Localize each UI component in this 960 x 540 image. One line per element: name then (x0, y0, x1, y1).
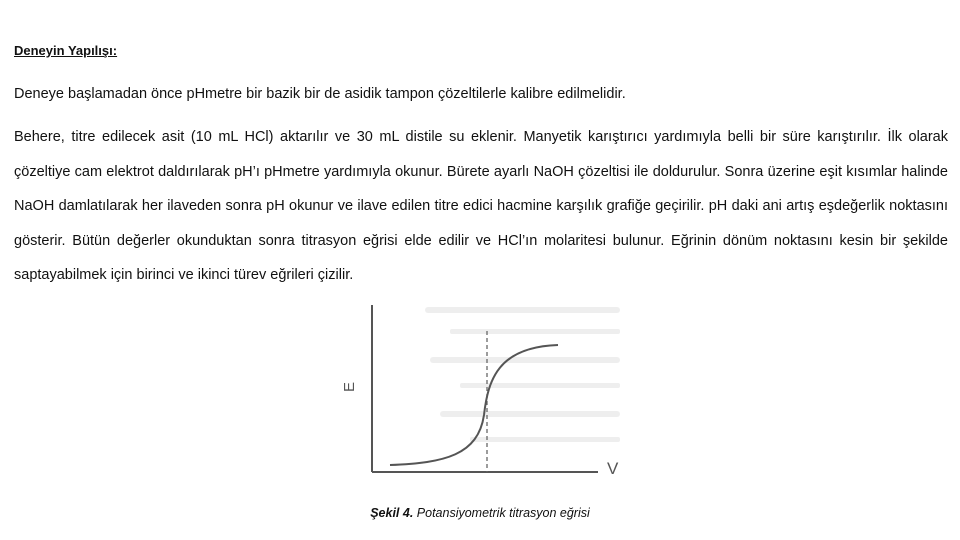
caption-label: Şekil 4. (370, 506, 414, 520)
figure-caption (330, 506, 630, 520)
paragraph-procedure: Behere, titre edilecek asit (10 mL HCl) aktarılır ve 30 mL distile su eklenir. Manyetik karıştırıcı yardımıyla belli bir süre karıştırılır. İlk olarak çözeltiye cam elektrot daldırılarak pH’ı pHmetre yardımıyla okunur. Bürete ayarlı NaOH çözeltisi ile doldurulur. Sonra üzerine eşit kısımlar halinde NaOH damlatılarak her ilaveden sonra pH okunur ve ilave edilen titre edici hacmine karşılık grafiğe geçirilir. pH daki ani artış eşdeğerlik noktasını gösterir. Bütün değerler okunduktan sonra titrasyon eğrisi elde edilir ve HCl’ın molaritesi bulunur. Eğrinin dönüm noktasını kesin bir şekilde saptayabilmek için birinci ve ikinci türev eğrileri çizilir. (14, 129, 948, 283)
y-axis-label: E (341, 381, 358, 393)
titration-curve-graph (330, 295, 640, 495)
paragraph-calibration: Deneye başlamadan önce pHmetre bir bazik bir de asidik tampon çözeltilerle kalibre edilmelidir. (14, 86, 626, 102)
x-axis-label: V (607, 459, 619, 478)
scan-background-texture (425, 307, 620, 442)
caption-text: Potansiyometrik titrasyon eğrisi (413, 506, 590, 520)
section-heading: Deneyin Yapılışı: (14, 43, 118, 58)
titration-figure (330, 295, 640, 495)
